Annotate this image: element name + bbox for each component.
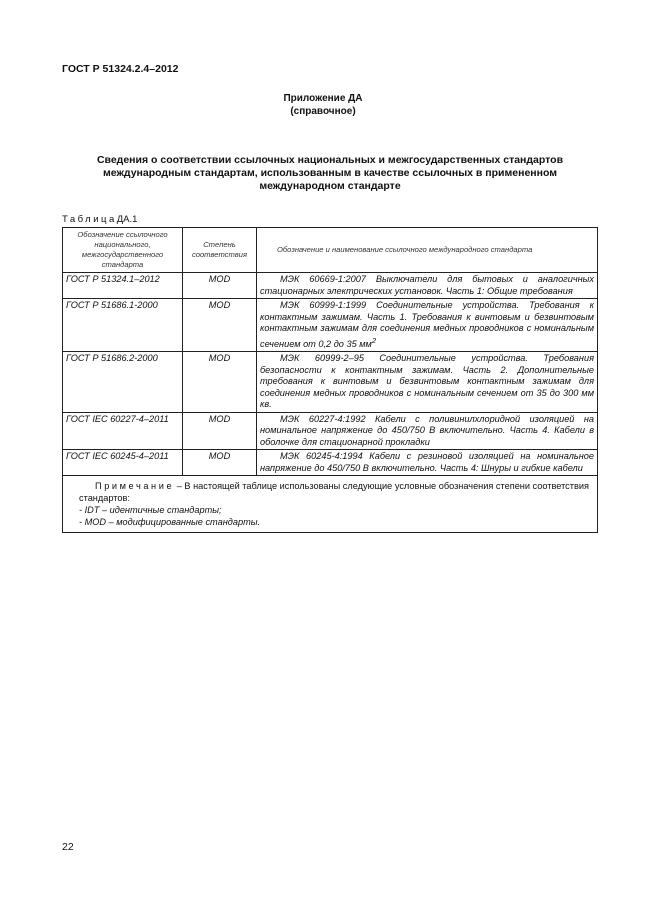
note-body: – В настоящей таблице использованы следующие условные обозначения степени соответствия стандартов: <box>79 481 589 504</box>
table-caption <box>62 214 137 225</box>
section-title-line: Сведения о соответствии ссылочных национальных и межгосударственных стандартов <box>96 154 564 166</box>
section-title <box>70 154 590 193</box>
standard-cell: ГОСТ IEC 60227-4–2011 <box>63 412 183 450</box>
table-note <box>63 476 598 533</box>
intl-standard-cell <box>257 450 598 476</box>
note-item: - MOD – модифицированные стандарты. <box>79 517 261 528</box>
superscript: 2 <box>371 335 377 345</box>
intl-standard-text: МЭК 60669-1:2007 Выключатели для бытовых и аналогичных стационарных электрических установок. Часть 1: Общие требования <box>260 274 594 296</box>
table-caption-word: Таблица <box>62 214 117 225</box>
section-title-line: международным стандартам, использованным в качестве ссылочных в примененном <box>102 167 558 179</box>
table-row <box>63 273 598 299</box>
section-title-line: международном стандарте <box>259 180 401 192</box>
note-item: - IDT – идентичные стандарты; <box>79 505 222 516</box>
intl-standard-text: МЭК 60245-4:1994 Кабели с резиновой изоляцией на номинальное напряжение до 450/750 В включительно. Часть 4: Шнуры и гибкие кабели <box>260 451 594 473</box>
intl-standard-text: МЭК 60227-4:1992 Кабели с поливинилхлоридной изоляцией на номинальное напряжение до 450/750 В включительно. Часть 4. Кабели в оболочке для стационарной прокладки <box>260 413 594 447</box>
intl-standard-cell <box>257 352 598 413</box>
degree-cell: MOD <box>183 412 257 450</box>
table-caption-number: ДА.1 <box>116 214 138 225</box>
header-degree: Степень соответствия <box>183 228 257 273</box>
degree-cell: MOD <box>183 450 257 476</box>
table-row <box>63 299 598 352</box>
note-text <box>79 480 593 504</box>
header-national-standard: Обозначение ссылочного национального, межгосударственного стандарта <box>63 228 183 273</box>
standard-cell: ГОСТ IEC 60245-4–2011 <box>63 450 183 476</box>
document-header: ГОСТ Р 51324.2.4–2012 <box>62 63 179 75</box>
intl-standard-text: МЭК 60999-1:1999 Соединительные устройства. Требования к контактным зажимам. Часть 1. Требования к винтовым и безвинтовым контактным зажимам для соединения медных проводников с номинальным сечением от 0,2 до 35 мм <box>260 300 594 349</box>
standard-cell: ГОСТ Р 51686.1-2000 <box>63 299 183 352</box>
intl-standard-text: МЭК 60999-2–95 Соединительные устройства. Требования безопасности к контактным зажимам. Часть 2. Дополнительные требования к винтовым и безвинтовым контактным зажимам для соединения медных проводников с номинальным сечением от 35 до 300 мм кв. <box>260 353 594 410</box>
degree-cell: MOD <box>183 352 257 413</box>
table-header-row <box>63 228 598 273</box>
header-international-standard: Обозначение и наименование ссылочного международного стандарта <box>257 228 598 273</box>
intl-standard-cell <box>257 412 598 450</box>
table-row <box>63 352 598 413</box>
table-row <box>63 450 598 476</box>
page-number: 22 <box>62 841 74 853</box>
standard-cell: ГОСТ Р 51686.2-2000 <box>63 352 183 413</box>
table-row <box>63 412 598 450</box>
degree-cell: MOD <box>183 299 257 352</box>
standard-cell: ГОСТ Р 51324.1–2012 <box>63 273 183 299</box>
intl-standard-cell <box>257 273 598 299</box>
intl-standard-cell <box>257 299 598 352</box>
note-label: Примечание <box>95 481 175 492</box>
degree-cell: MOD <box>183 273 257 299</box>
appendix-subtitle: (справочное) <box>290 106 356 117</box>
appendix-title: Приложение ДА <box>283 93 363 104</box>
standards-table <box>62 227 598 533</box>
table-note-row <box>63 476 598 533</box>
appendix-heading <box>0 92 646 118</box>
